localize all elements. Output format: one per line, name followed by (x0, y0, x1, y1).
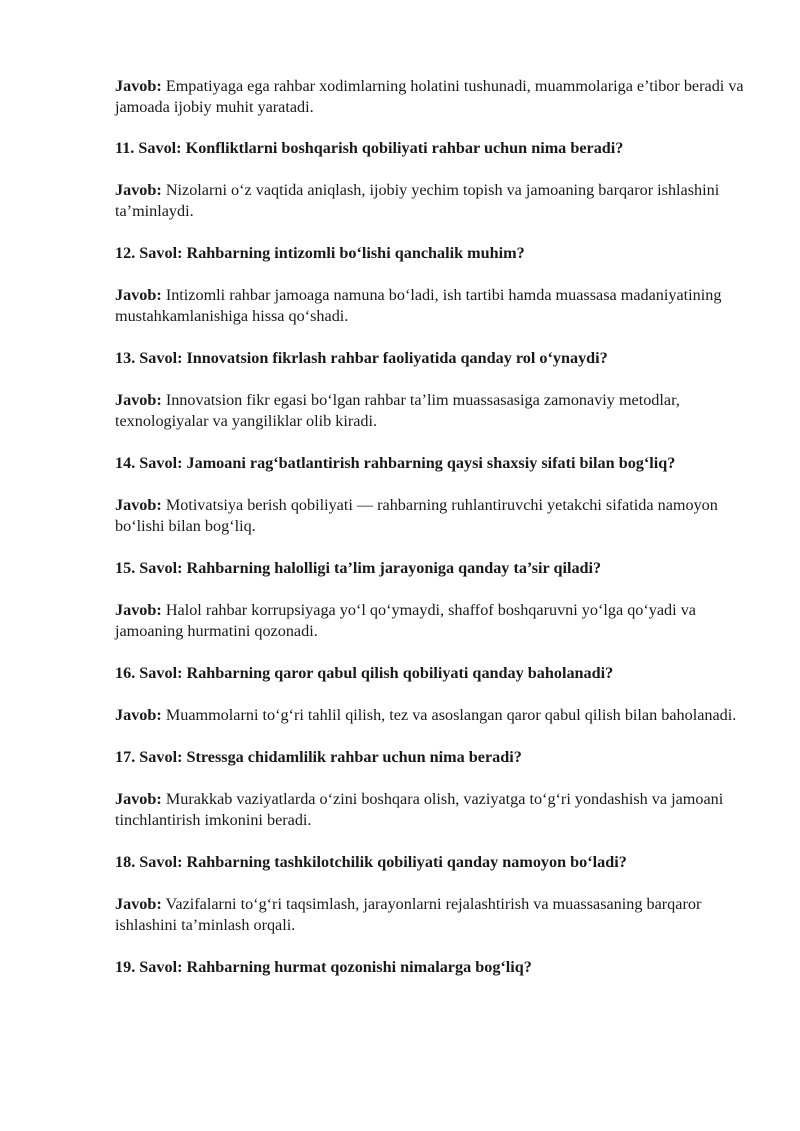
question-11: 11. Savol: Konfliktlarni boshqarish qobiliyati rahbar uchun nima beradi? (115, 139, 624, 157)
answer-paragraph (115, 285, 755, 327)
answer-label: Javob: (115, 391, 162, 409)
answer-label: Javob: (115, 790, 162, 808)
question-13: 13. Savol: Innovatsion fikrlash rahbar faoliyatida qanday rol o‘ynaydi? (115, 349, 608, 367)
answer-paragraph (115, 894, 755, 936)
answer-text: Murakkab vaziyatlarda o‘zini boshqara olish, vaziyatga to‘g‘ri yondashish va jamoani tinchlantirish imkonini beradi. (115, 790, 724, 829)
answer-paragraph (115, 789, 755, 831)
answer-text: Intizomli rahbar jamoaga namuna bo‘ladi, ish tartibi hamda muassasa madaniyatining mustahkamlanishiga hissa qo‘shadi. (115, 286, 722, 325)
answer-paragraph (115, 495, 755, 537)
answer-label: Javob: (115, 181, 162, 199)
question-16: 16. Savol: Rahbarning qaror qabul qilish qobiliyati qanday baholanadi? (115, 664, 614, 682)
answer-text: Motivatsiya berish qobiliyati — rahbarning ruhlantiruvchi yetakchi sifatida namoyon bo‘lishi bilan bog‘liq. (115, 496, 718, 535)
question-14: 14. Savol: Jamoani rag‘batlantirish rahbarning qaysi shaxsiy sifati bilan bog‘liq? (115, 454, 676, 472)
question-15: 15. Savol: Rahbarning halolligi ta’lim jarayoniga qanday ta’sir qiladi? (115, 559, 602, 577)
answer-text: Halol rahbar korrupsiyaga yo‘l qo‘ymaydi, shaffof boshqaruvni yo‘lga qo‘yadi va jamoaning hurmatini qozonadi. (115, 601, 696, 640)
answer-text: Empatiyaga ega rahbar xodimlarning holatini tushunadi, muammolariga e’tibor beradi va jamoada ijobiy muhit yaratadi. (115, 77, 744, 116)
question-18: 18. Savol: Rahbarning tashkilotchilik qobiliyati qanday namoyon bo‘ladi? (115, 853, 627, 871)
answer-text: Muammolarni to‘g‘ri tahlil qilish, tez va asoslangan qaror qabul qilish bilan baholanadi. (161, 706, 737, 724)
answer-paragraph (115, 600, 755, 642)
question-17: 17. Savol: Stressga chidamlilik rahbar uchun nima beradi? (115, 748, 522, 766)
answer-label: Javob: (115, 496, 162, 514)
question-12: 12. Savol: Rahbarning intizomli bo‘lishi qanchalik muhim? (115, 244, 525, 262)
answer-label: Javob: (115, 77, 162, 95)
answer-text: Vazifalarni to‘g‘ri taqsimlash, jarayonlarni rejalashtirish va muassasaning barqaror ishlashini ta’minlash orqali. (115, 895, 702, 934)
question-19: 19. Savol: Rahbarning hurmat qozonishi nimalarga bog‘liq? (115, 958, 532, 976)
answer-label: Javob: (115, 601, 162, 619)
answer-paragraph (115, 180, 755, 222)
answer-label: Javob: (115, 706, 162, 724)
answer-text: Nizolarni o‘z vaqtida aniqlash, ijobiy yechim topish va jamoaning barqaror ishlashini ta’minlaydi. (115, 181, 720, 220)
answer-paragraph (115, 76, 755, 118)
answer-paragraph (115, 390, 755, 432)
answer-text: Innovatsion fikr egasi bo‘lgan rahbar ta’lim muassasasiga zamonaviy metodlar, texnologiyalar va yangiliklar olib kiradi. (115, 391, 680, 430)
document-page (115, 76, 755, 999)
answer-label: Javob: (115, 895, 162, 913)
answer-paragraph (115, 705, 755, 726)
answer-label: Javob: (115, 286, 162, 304)
